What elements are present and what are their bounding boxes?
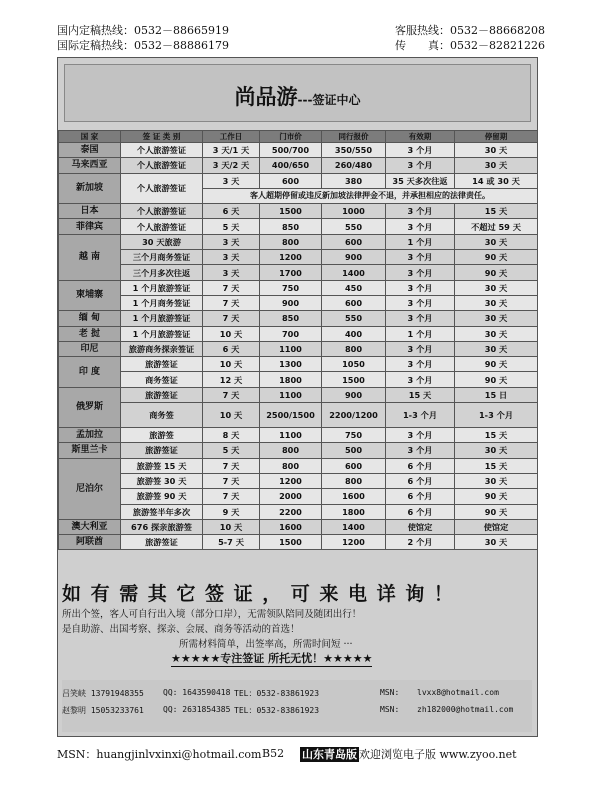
visa-type-cell: 商务签证 [121, 372, 203, 387]
stay-cell: 90 天 [455, 504, 538, 519]
validity-cell: 3 个月 [386, 357, 455, 372]
footer-tagline: 欢迎浏览电子版 www.zyoo.net [359, 748, 517, 761]
workdays-cell: 5-7 天 [203, 535, 260, 550]
workdays-cell: 12 天 [203, 372, 260, 387]
stay-cell: 15 天 [455, 428, 538, 443]
country-cell: 阿联酋 [59, 535, 121, 550]
column-header: 门市价 [260, 131, 322, 143]
visa-type-cell: 1 个月旅游签证 [121, 311, 203, 326]
table-row [59, 387, 538, 402]
retail-price-cell: 800 [260, 234, 322, 249]
peer-price-cell: 1200 [322, 535, 386, 550]
paragraph-line-1: 所出个签，客人可自行出入境（部分口岸），无需领队陪同及随团出行！ [62, 609, 362, 620]
stay-cell: 30 天 [455, 443, 538, 458]
validity-cell: 6 个月 [386, 489, 455, 504]
column-header: 同行报价 [322, 131, 386, 143]
visa-type-cell: 1 个月旅游签证 [121, 280, 203, 295]
contact-1-tel: TEL：0532-83861923 [234, 689, 320, 698]
contact-2-tel: TEL：0532-83861923 [234, 706, 320, 715]
visa-type-cell: 30 天旅游 [121, 234, 203, 249]
stay-cell: 30 天 [455, 280, 538, 295]
table-row [59, 504, 538, 519]
stay-cell: 30 天 [455, 311, 538, 326]
peer-price-cell: 800 [322, 341, 386, 356]
country-cell: 尼泊尔 [59, 458, 121, 519]
retail-price-cell: 1100 [260, 387, 322, 402]
workdays-cell: 9 天 [203, 504, 260, 519]
peer-price-cell: 550 [322, 311, 386, 326]
peer-price-cell: 750 [322, 428, 386, 443]
peer-price-cell: 800 [322, 473, 386, 488]
visa-type-cell: 旅游签证 [121, 387, 203, 402]
country-cell: 菲律宾 [59, 219, 121, 234]
table-row [59, 265, 538, 280]
workdays-cell: 3 天 [203, 250, 260, 265]
peer-price-cell: 350/550 [322, 143, 386, 158]
validity-cell: 15 天 [386, 387, 455, 402]
peer-price-cell: 1400 [322, 519, 386, 534]
stay-cell: 30 天 [455, 535, 538, 550]
contact-1-msn-label: MSN: [380, 688, 400, 697]
country-cell: 泰国 [59, 143, 121, 158]
country-cell: 柬埔寨 [59, 280, 121, 311]
validity-cell: 3 个月 [386, 265, 455, 280]
country-cell: 孟加拉 [59, 428, 121, 443]
country-cell: 马来西亚 [59, 158, 121, 173]
retail-price-cell: 1600 [260, 519, 322, 534]
contact-2-name: 赵黎明 15053233761 [62, 706, 144, 715]
workdays-cell: 7 天 [203, 387, 260, 402]
peer-price-cell: 450 [322, 280, 386, 295]
table-row [59, 250, 538, 265]
retail-price-cell: 850 [260, 219, 322, 234]
paragraph-line-2: 是自助游、出国考察、探亲、会展、商务等活动的首选！ [62, 624, 300, 635]
visa-type-cell: 个人旅游签证 [121, 158, 203, 173]
visa-type-cell: 旅游商务探亲签证 [121, 341, 203, 356]
validity-cell: 3 个月 [386, 158, 455, 173]
retail-price-cell: 2000 [260, 489, 322, 504]
table-row [59, 280, 538, 295]
page-number: B52 [262, 747, 285, 760]
table-row [59, 428, 538, 443]
workdays-cell: 7 天 [203, 473, 260, 488]
validity-cell: 1 个月 [386, 326, 455, 341]
page-title [65, 81, 530, 111]
visa-type-cell: 个人旅游签证 [121, 173, 203, 204]
workdays-cell: 6 天 [203, 204, 260, 219]
validity-cell: 35 天多次往返 [386, 173, 455, 188]
retail-price-cell: 750 [260, 280, 322, 295]
peer-price-cell: 550 [322, 219, 386, 234]
table-row [59, 489, 538, 504]
table-row [59, 458, 538, 473]
country-cell: 新加坡 [59, 173, 121, 204]
table-row [59, 311, 538, 326]
brand-badge: 山东青岛版 [302, 748, 357, 761]
workdays-cell: 3 天 [203, 234, 260, 249]
peer-price-cell: 500 [322, 443, 386, 458]
peer-price-cell: 1500 [322, 372, 386, 387]
retail-price-cell: 2500/1500 [260, 403, 322, 428]
stay-cell: 30 天 [455, 143, 538, 158]
visa-type-cell: 个人旅游签证 [121, 204, 203, 219]
retail-price-cell: 800 [260, 458, 322, 473]
table-row [59, 295, 538, 310]
visa-type-cell: 旅游签 [121, 428, 203, 443]
visa-type-cell: 个人旅游签证 [121, 219, 203, 234]
retail-price-cell: 1200 [260, 473, 322, 488]
stay-cell: 30 天 [455, 234, 538, 249]
international-hotline: 国际定稿热线：0532－88886179 [57, 39, 229, 52]
country-cell: 日本 [59, 204, 121, 219]
stay-cell: 14 或 30 天 [455, 173, 538, 188]
column-header: 工作日 [203, 131, 260, 143]
validity-cell: 3 个月 [386, 280, 455, 295]
peer-price-cell: 1000 [322, 204, 386, 219]
visa-type-cell: 旅游签半年多次 [121, 504, 203, 519]
country-cell: 老 挝 [59, 326, 121, 341]
validity-cell: 1-3 个月 [386, 403, 455, 428]
visa-type-cell: 旅游签 15 天 [121, 458, 203, 473]
peer-price-cell: 600 [322, 458, 386, 473]
table-row [59, 357, 538, 372]
table-row [59, 372, 538, 387]
country-cell: 缅 甸 [59, 311, 121, 326]
table-body [59, 143, 538, 550]
service-hotline: 客服热线：0532－88668208 [395, 24, 545, 37]
table-row [59, 326, 538, 341]
stay-cell: 使馆定 [455, 519, 538, 534]
retail-price-cell: 1100 [260, 341, 322, 356]
retail-price-cell: 850 [260, 311, 322, 326]
retail-price-cell: 2200 [260, 504, 322, 519]
validity-cell: 3 个月 [386, 219, 455, 234]
stay-cell: 90 天 [455, 265, 538, 280]
validity-cell: 6 个月 [386, 504, 455, 519]
retail-price-cell: 1500 [260, 535, 322, 550]
title-box [64, 64, 531, 122]
peer-price-cell: 600 [322, 295, 386, 310]
peer-price-cell: 2200/1200 [322, 403, 386, 428]
visa-type-cell: 旅游签证 [121, 357, 203, 372]
footer-brand-line [300, 746, 517, 762]
peer-price-cell: 260/480 [322, 158, 386, 173]
peer-price-cell: 1050 [322, 357, 386, 372]
slogan: ★★★★★专注签证 所托无忧！★★★★★ [171, 652, 373, 665]
validity-cell: 2 个月 [386, 535, 455, 550]
visa-type-cell: 676 探亲旅游签 [121, 519, 203, 534]
validity-cell: 3 个月 [386, 295, 455, 310]
visa-type-cell: 商务签 [121, 403, 203, 428]
validity-cell: 3 个月 [386, 311, 455, 326]
country-cell: 俄罗斯 [59, 387, 121, 427]
visa-type-cell: 旅游签证 [121, 443, 203, 458]
country-cell: 印尼 [59, 341, 121, 356]
stay-cell: 30 天 [455, 326, 538, 341]
workdays-cell: 5 天 [203, 219, 260, 234]
workdays-cell: 6 天 [203, 341, 260, 356]
contact-1-qq: QQ: 1643590418 [163, 688, 231, 697]
visa-type-cell: 三个月多次往返 [121, 265, 203, 280]
retail-price-cell: 1100 [260, 428, 322, 443]
table-row [59, 473, 538, 488]
validity-cell: 1 个月 [386, 234, 455, 249]
validity-cell: 3 个月 [386, 372, 455, 387]
table-row [59, 158, 538, 173]
stay-cell: 30 天 [455, 341, 538, 356]
retail-price-cell: 800 [260, 443, 322, 458]
singapore-note-cell: 客人超期停留或违反新加坡法律押金不退，并承担相应的法律责任。 [203, 188, 538, 203]
stay-cell: 30 天 [455, 295, 538, 310]
visa-type-cell: 个人旅游签证 [121, 143, 203, 158]
country-cell: 澳大利亚 [59, 519, 121, 534]
validity-cell: 3 个月 [386, 428, 455, 443]
table-row [59, 173, 538, 188]
workdays-cell: 8 天 [203, 428, 260, 443]
table-row [59, 519, 538, 534]
validity-cell: 3 个月 [386, 443, 455, 458]
peer-price-cell: 1600 [322, 489, 386, 504]
peer-price-cell: 600 [322, 234, 386, 249]
contact-2-msn-label: MSN: [380, 705, 400, 714]
workdays-cell: 7 天 [203, 280, 260, 295]
contact-1-name: 吕笑峡 13791948355 [62, 689, 144, 698]
stay-cell: 30 天 [455, 158, 538, 173]
workdays-cell: 7 天 [203, 458, 260, 473]
retail-price-cell: 700 [260, 326, 322, 341]
domestic-hotline: 国内定稿热线：0532－88665919 [57, 24, 229, 37]
workdays-cell: 7 天 [203, 295, 260, 310]
validity-cell: 3 个月 [386, 143, 455, 158]
table-row [59, 143, 538, 158]
validity-cell: 使馆定 [386, 519, 455, 534]
peer-price-cell: 900 [322, 250, 386, 265]
visa-price-table [58, 130, 538, 550]
country-cell: 斯里兰卡 [59, 443, 121, 458]
visa-center-panel [57, 57, 538, 737]
workdays-cell: 10 天 [203, 357, 260, 372]
column-header: 停留期 [455, 131, 538, 143]
country-cell: 越 南 [59, 234, 121, 280]
workdays-cell: 7 天 [203, 489, 260, 504]
stay-cell: 15 天 [455, 204, 538, 219]
workdays-cell: 3 天/1 天 [203, 143, 260, 158]
validity-cell: 3 个月 [386, 204, 455, 219]
stay-cell: 90 天 [455, 489, 538, 504]
paragraph-line-3: 所需材料简单，出签率高，所需时间短 ··· [179, 639, 353, 650]
stay-cell: 90 天 [455, 372, 538, 387]
retail-price-cell: 500/700 [260, 143, 322, 158]
retail-price-cell: 1500 [260, 204, 322, 219]
peer-price-cell: 1400 [322, 265, 386, 280]
stay-cell: 1-3 个月 [455, 403, 538, 428]
peer-price-cell: 380 [322, 173, 386, 188]
stay-cell: 90 天 [455, 357, 538, 372]
validity-cell: 3 个月 [386, 341, 455, 356]
contact-1-msn: lvxx8@hotmail.com [417, 688, 499, 697]
contact-box [62, 680, 532, 732]
workdays-cell: 3 天 [203, 265, 260, 280]
visa-type-cell: 1 个月旅游签证 [121, 326, 203, 341]
column-header: 签 证 类 别 [121, 131, 203, 143]
workdays-cell: 7 天 [203, 311, 260, 326]
retail-price-cell: 600 [260, 173, 322, 188]
peer-price-cell: 1800 [322, 504, 386, 519]
fax-number: 传 真：0532－82821226 [395, 39, 545, 52]
title-main: 尚品游 [234, 85, 298, 109]
inquiry-headline: 如有需其它签证，可来电详询！ [62, 583, 463, 605]
footer-msn: MSN：huangjinlvxinxi@hotmail.com [57, 748, 262, 761]
visa-type-cell: 旅游签 30 天 [121, 473, 203, 488]
table-row [59, 535, 538, 550]
stay-cell: 30 天 [455, 473, 538, 488]
column-header: 国 家 [59, 131, 121, 143]
table-row [59, 204, 538, 219]
table-header-row [59, 131, 538, 143]
table-row [59, 234, 538, 249]
table-row [59, 443, 538, 458]
validity-cell: 6 个月 [386, 473, 455, 488]
workdays-cell: 5 天 [203, 443, 260, 458]
retail-price-cell: 1200 [260, 250, 322, 265]
contact-2-qq: QQ: 2631854385 [163, 705, 231, 714]
workdays-cell: 10 天 [203, 519, 260, 534]
visa-type-cell: 1 个月商务签证 [121, 295, 203, 310]
retail-price-cell: 1800 [260, 372, 322, 387]
retail-price-cell: 400/650 [260, 158, 322, 173]
visa-type-cell: 旅游签证 [121, 535, 203, 550]
validity-cell: 6 个月 [386, 458, 455, 473]
stay-cell: 15 日 [455, 387, 538, 402]
peer-price-cell: 400 [322, 326, 386, 341]
workdays-cell: 10 天 [203, 403, 260, 428]
validity-cell: 3 个月 [386, 250, 455, 265]
peer-price-cell: 900 [322, 387, 386, 402]
workdays-cell: 3 天 [203, 173, 260, 188]
visa-type-cell: 三个月商务签证 [121, 250, 203, 265]
country-cell: 印 度 [59, 357, 121, 388]
column-header: 有效期 [386, 131, 455, 143]
title-sub: ---签证中心 [297, 93, 361, 107]
retail-price-cell: 900 [260, 295, 322, 310]
stay-cell: 不超过 59 天 [455, 219, 538, 234]
table-row [59, 403, 538, 428]
stay-cell: 15 天 [455, 458, 538, 473]
contact-2-msn: zh182000@hotmail.com [417, 705, 514, 714]
table-row [59, 219, 538, 234]
table-row [59, 341, 538, 356]
retail-price-cell: 1300 [260, 357, 322, 372]
stay-cell: 90 天 [455, 250, 538, 265]
workdays-cell: 3 天/2 天 [203, 158, 260, 173]
visa-type-cell: 旅游签 90 天 [121, 489, 203, 504]
retail-price-cell: 1700 [260, 265, 322, 280]
workdays-cell: 10 天 [203, 326, 260, 341]
